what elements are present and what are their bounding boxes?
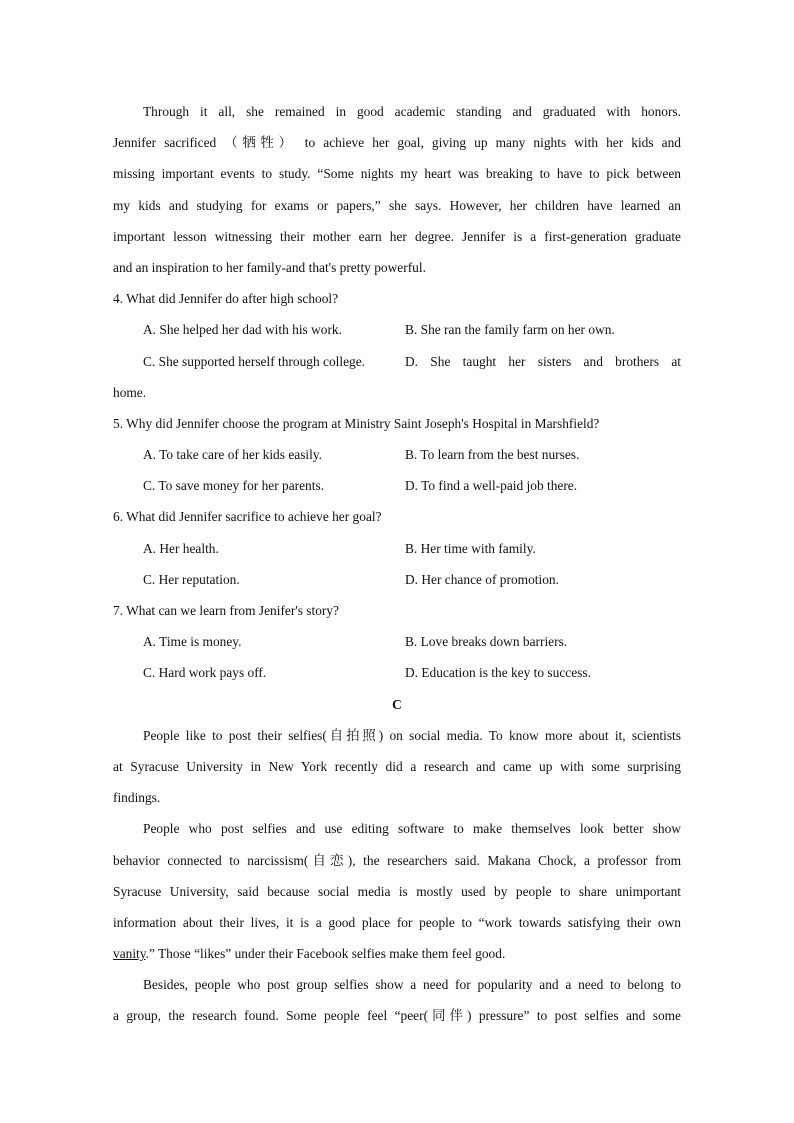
option-row (113, 470, 681, 501)
option-row (113, 346, 681, 377)
option-row (113, 564, 681, 595)
text-line: Besides, people who post group selfies show a need for popularity and a need to belong to (143, 977, 681, 993)
option-c: C. To save money for her parents. (143, 478, 325, 494)
question-stem: 4. What did Jennifer do after high school? (113, 291, 339, 307)
text-line: information about their lives, it is a good place for people to “work towards satisfying their own (113, 914, 681, 930)
passage-b-paragraph (113, 96, 681, 283)
option-b: B. Her time with family. (405, 540, 536, 556)
text-line: missing important events to study. “Some nights my heart was breaking to have to pick between (113, 166, 681, 182)
text-fragment: .” Those “likes” under their Facebook selfies make them feel good. (145, 946, 506, 962)
question-6 (113, 501, 681, 595)
option-c: C. Hard work pays off. (143, 665, 267, 681)
option-c: C. She supported herself through college. (143, 353, 366, 369)
text-line: a group, the research found. Some people feel “peer(同伴) pressure” to post selfies and some (113, 1008, 681, 1024)
text-line: Through it all, she remained in good academic standing and graduated with honors. (143, 104, 681, 119)
option-row (113, 626, 681, 657)
option-c: C. Her reputation. (143, 571, 240, 587)
option-d-wrap: home. (113, 384, 147, 400)
section-c-paragraph-3 (113, 969, 681, 1031)
option-d: D. She taught her sisters and brothers at (405, 353, 681, 369)
underlined-word: vanity (113, 946, 146, 962)
option-row (113, 314, 681, 345)
question-7 (113, 595, 681, 689)
text-line: and an inspiration to her family-and that's pretty powerful. (113, 259, 426, 275)
option-b: B. She ran the family farm on her own. (405, 322, 615, 338)
section-heading: C (392, 696, 402, 712)
option-row (113, 657, 681, 688)
option-b: B. Love breaks down barriers. (405, 634, 568, 650)
text-line: Jennifer sacrificed （牺牲） to achieve her goal, giving up many nights with her kids and (113, 135, 681, 151)
text-line: People like to post their selfies(自拍照) on social media. To know more about it, scientists (143, 727, 681, 743)
question-5 (113, 408, 681, 502)
text-line (113, 938, 681, 969)
question-stem: 5. Why did Jennifer choose the program at Ministry Saint Joseph's Hospital in Marshfield? (113, 415, 600, 431)
option-row (113, 533, 681, 564)
text-line: at Syracuse University in New York recently did a research and came up with some surprising (113, 758, 681, 774)
option-a: A. Time is money. (143, 634, 242, 650)
text-line: important lesson witnessing their mother earn her degree. Jennifer is a first-generation graduate (113, 228, 681, 244)
question-stem: 6. What did Jennifer sacrifice to achieve her goal? (113, 509, 382, 525)
option-b: B. To learn from the best nurses. (405, 447, 580, 463)
option-a: A. To take care of her kids easily. (143, 447, 323, 463)
option-row (113, 439, 681, 470)
text-line: People who post selfies and use editing software to make themselves look better show (143, 821, 681, 837)
option-d: D. Her chance of promotion. (405, 571, 559, 587)
option-d: D. To find a well-paid job there. (405, 478, 578, 494)
text-line: behavior connected to narcissism(自恋), the researchers said. Makana Chock, a professor from (113, 852, 681, 868)
option-d: D. Education is the key to success. (405, 665, 591, 681)
document-page (113, 96, 681, 1032)
question-stem: 7. What can we learn from Jenifer's story? (113, 603, 339, 618)
section-c-paragraph-1 (113, 720, 681, 814)
text-line: findings. (113, 790, 161, 806)
option-a: A. She helped her dad with his work. (143, 322, 342, 338)
question-4 (113, 283, 681, 408)
option-a: A. Her health. (143, 540, 219, 556)
text-line: Syracuse University, said because social media is mostly used by people to share unimportant (113, 883, 681, 899)
text-line: my kids and studying for exams or papers,” she says. However, her children have learned an (113, 197, 681, 213)
section-c-paragraph-2 (113, 813, 681, 969)
